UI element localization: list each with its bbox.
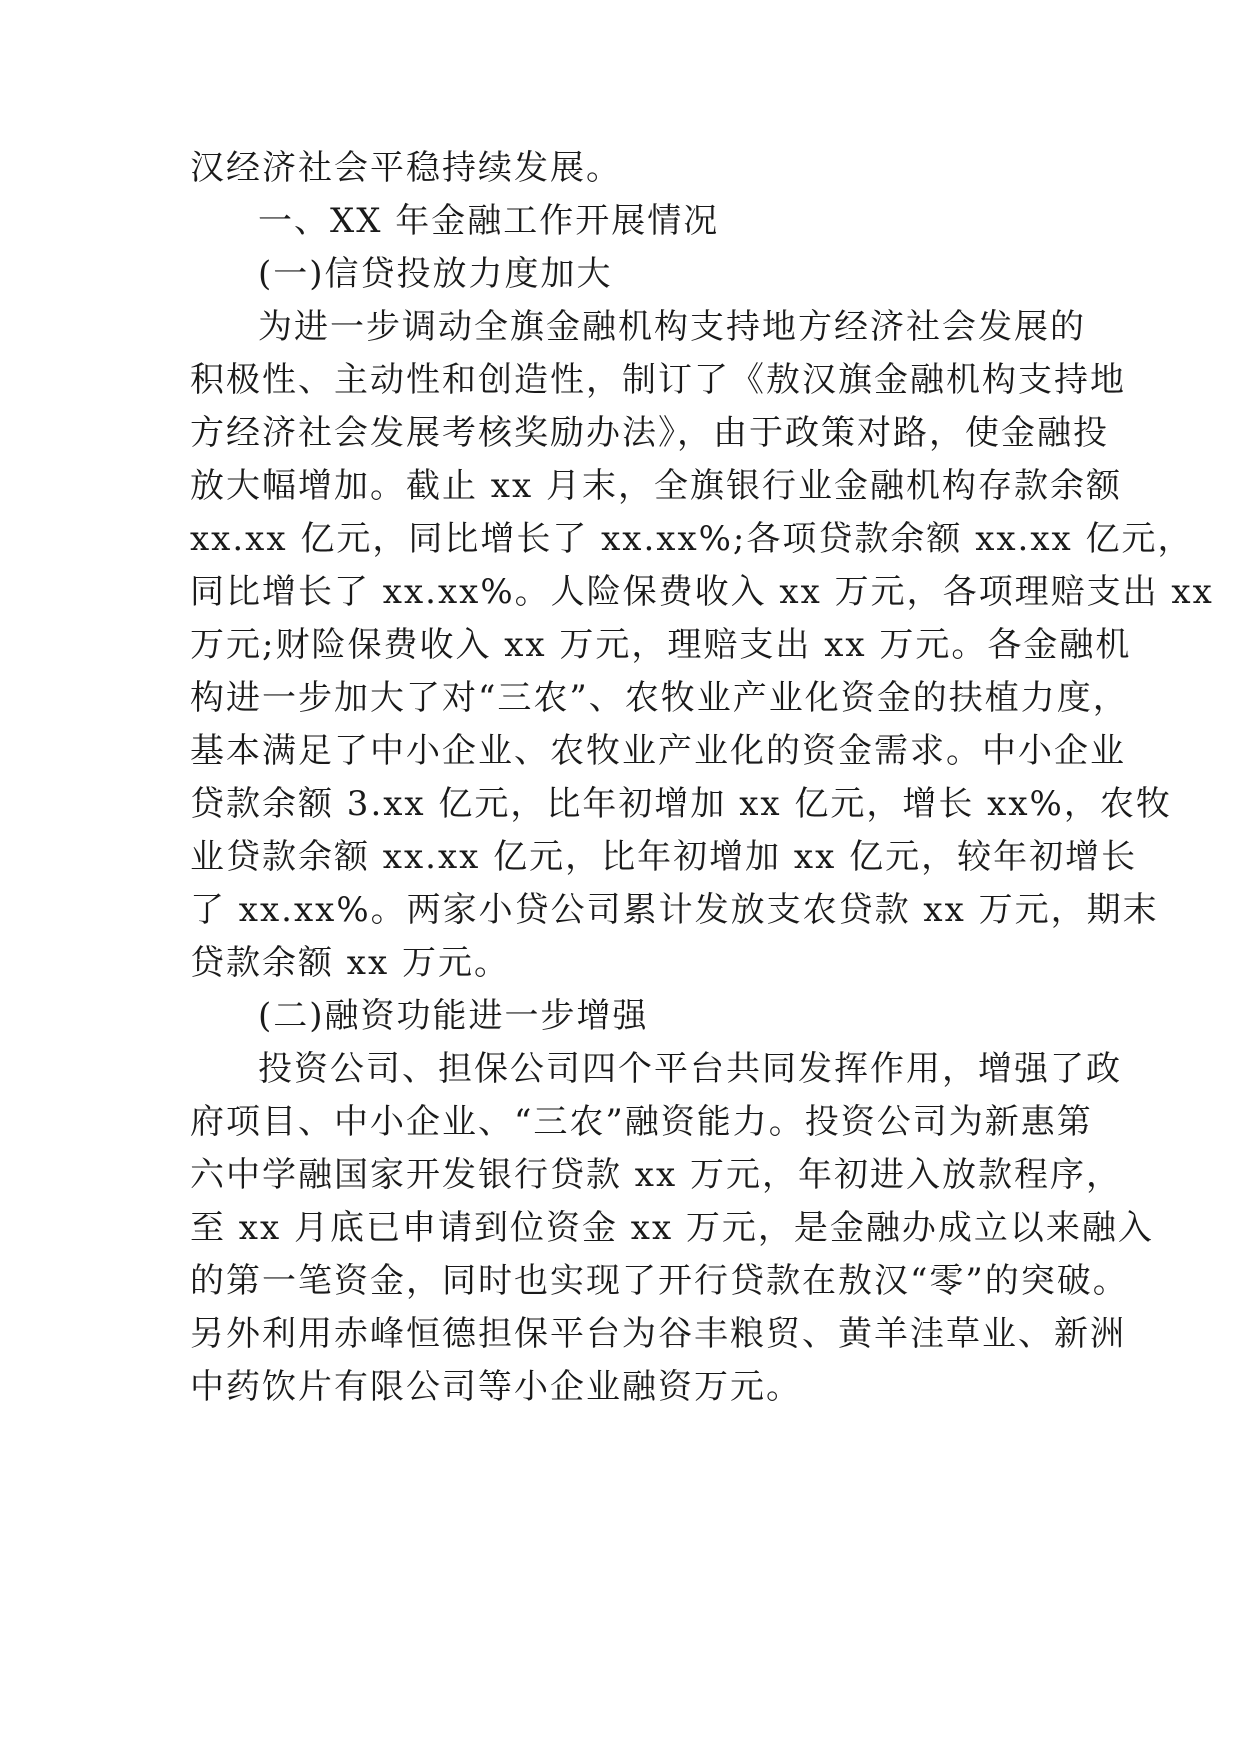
text-line: 了 xx.xx%。两家小贷公司累计发放支农贷款 xx 万元，期末: [190, 890, 1159, 930]
text-line: 万元;财险保费收入 xx 万元，理赔支出 xx 万元。各金融机: [190, 625, 1132, 665]
text-line: 积极性、主动性和创造性，制订了《敖汉旗金融机构支持地: [190, 360, 1126, 400]
text-line: 贷款余额 xx 万元。: [190, 943, 510, 983]
text-line: 府项目、中小企业、“三农”融资能力。投资公司为新惠第: [190, 1102, 1093, 1142]
text-line: 放大幅增加。截止 xx 月末，全旗银行业金融机构存款余额: [190, 466, 1122, 506]
text-line: xx.xx 亿元，同比增长了 xx.xx%;各项贷款余额 xx.xx 亿元，: [190, 519, 1194, 559]
text-line: 另外利用赤峰恒德担保平台为谷丰粮贸、黄羊洼草业、新洲: [190, 1314, 1126, 1354]
text-line: 业贷款余额 xx.xx 亿元，比年初增加 xx 亿元，较年初增长: [190, 837, 1138, 877]
text-line: 中药饮片有限公司等小企业融资万元。: [190, 1367, 802, 1407]
text-line: 的第一笔资金，同时也实现了开行贷款在敖汉“零”的突破。: [190, 1261, 1129, 1301]
text-line: 贷款余额 3.xx 亿元，比年初增加 xx 亿元，增长 xx%，农牧: [190, 784, 1172, 824]
section-heading: 一、XX 年金融工作开展情况: [258, 201, 720, 241]
paragraph-first-line: 投资公司、担保公司四个平台共同发挥作用，增强了政: [258, 1049, 1122, 1089]
text-line: 构进一步加大了对“三农”、农牧业产业化资金的扶植力度，: [190, 678, 1129, 718]
text-line: 六中学融国家开发银行贷款 xx 万元，年初进入放款程序，: [190, 1155, 1122, 1195]
text-line: 至 xx 月底已申请到位资金 xx 万元，是金融办成立以来融入: [190, 1208, 1154, 1248]
subsection-heading: (一)信贷投放力度加大: [258, 254, 613, 294]
text-line: 汉经济社会平稳持续发展。: [190, 148, 622, 188]
paragraph-first-line: 为进一步调动全旗金融机构支持地方经济社会发展的: [258, 307, 1086, 347]
text-line: 同比增长了 xx.xx%。人险保费收入 xx 万元，各项理赔支出 xx: [190, 572, 1214, 612]
text-line: 方经济社会发展考核奖励办法》，由于政策对路，使金融投: [190, 413, 1109, 453]
subsection-heading: (二)融资功能进一步增强: [258, 996, 649, 1036]
text-line: 基本满足了中小企业、农牧业产业化的资金需求。中小企业: [190, 731, 1126, 771]
